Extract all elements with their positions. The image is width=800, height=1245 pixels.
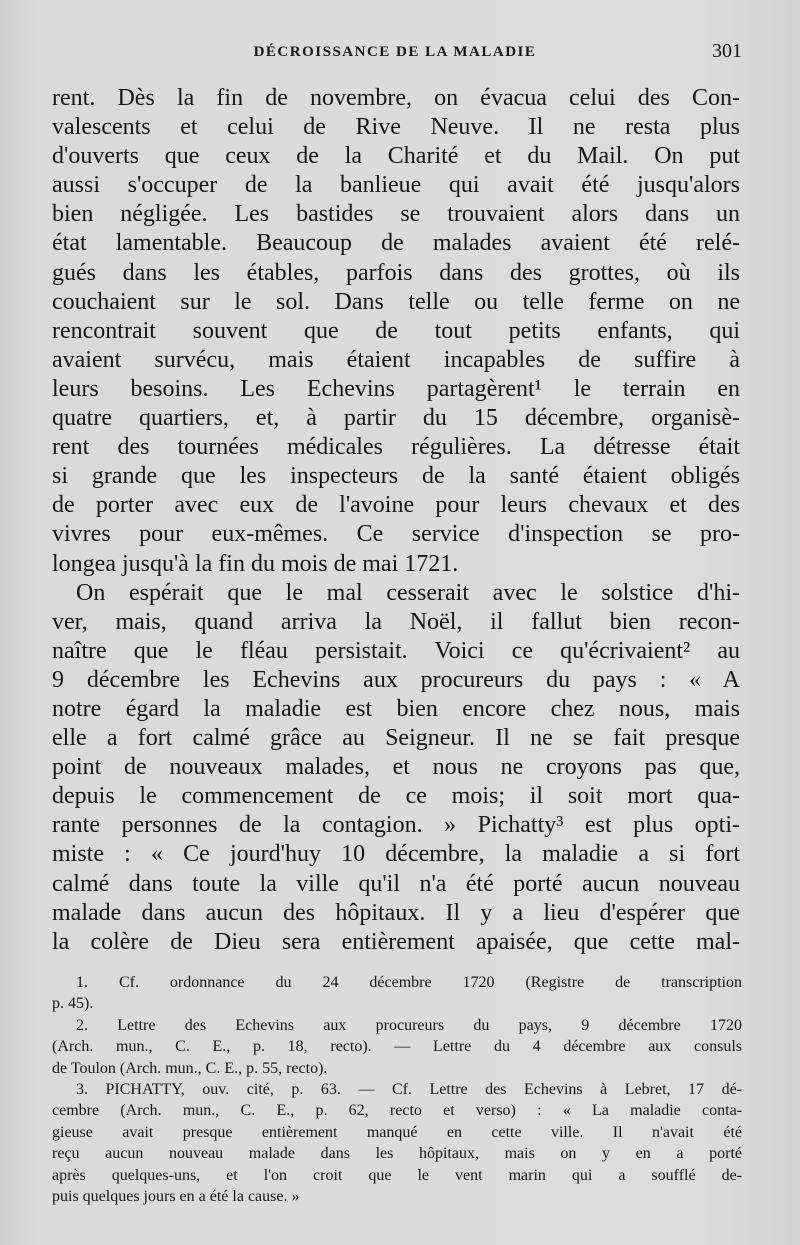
footnote-line: 2. Lettre des Echevins aux procureurs du pays, 9 décembre 1720	[76, 1016, 742, 1034]
text-line: point de nouveaux malades, et nous ne croyons pas que,	[52, 754, 740, 781]
text-line: rante personnes de la contagion. » Pichatty³ est plus opti-	[52, 812, 740, 839]
text-line: rent des tournées médicales régulières. La détresse était	[52, 434, 740, 461]
text-line: longea jusqu'à la fin du mois de mai 1721.	[52, 550, 459, 577]
text-line: naître que le fléau persistait. Voici ce qu'écrivaient² au	[52, 637, 740, 664]
text-line: si grande que les inspecteurs de la santé étaient obligés	[52, 463, 740, 490]
text-line: ver, mais, quand arriva la Noël, il fallut bien recon-	[52, 608, 740, 635]
text-line: gués dans les étables, parfois dans des grottes, où ils	[52, 259, 740, 286]
footnote-line: gieuse avait presque entièrement manqué en cette ville. Il n'avait été	[52, 1123, 742, 1141]
main-text	[52, 84, 740, 957]
footnote-line: après quelques-uns, et l'on croit que le vent marin qui a soufflé de-	[52, 1166, 742, 1184]
text-line: la colère de Dieu sera entièrement apaisée, que cette mal-	[52, 928, 740, 955]
footnote-line: cembre (Arch. mun., C. E., p. 62, recto et verso) : « La maladie conta-	[52, 1102, 742, 1120]
text-line: aussi s'occuper de la banlieue qui avait été jusqu'alors	[52, 172, 740, 199]
text-line: 9 décembre les Echevins aux procureurs du pays : « A	[52, 666, 740, 693]
text-line: malade dans aucun des hôpitaux. Il y a lieu d'espérer que	[52, 899, 740, 926]
footnote-line: puis quelques jours en a été la cause. »	[52, 1187, 300, 1205]
footnote-line: p. 45).	[52, 995, 94, 1013]
footnote-line: 3. PICHATTY, ouv. cité, p. 63. — Cf. Lettre des Echevins à Lebret, 17 dé-	[76, 1080, 742, 1098]
text-line: leurs besoins. Les Echevins partagèrent¹ le terrain en	[52, 375, 740, 402]
text-line: avaient survécu, mais étaient incapables de suffire à	[52, 346, 740, 373]
text-line: rencontrait souvent que de tout petits enfants, qui	[52, 317, 740, 344]
text-line: calmé dans toute la ville qu'il n'a été porté aucun nouveau	[52, 870, 740, 897]
footnote-line: de Toulon (Arch. mun., C. E., p. 55, recto).	[52, 1059, 328, 1077]
text-line: miste : « Ce jourd'huy 10 décembre, la maladie a si fort	[52, 841, 740, 868]
text-line: notre égard la maladie est bien encore chez nous, mais	[52, 695, 740, 722]
text-line: d'ouverts que ceux de la Charité et du Mail. On put	[52, 143, 740, 170]
footnote-line: reçu aucun nouveau malade dans les hôpitaux, mais on y en a porté	[52, 1145, 742, 1163]
text-line: couchaient sur le sol. Dans telle ou telle ferme on ne	[52, 288, 740, 315]
text-line: elle a fort calmé grâce au Seigneur. Il ne se fait presque	[52, 725, 740, 752]
text-line: de porter avec eux de l'avoine pour leurs chevaux et des	[52, 492, 740, 519]
text-line: rent. Dès la fin de novembre, on évacua celui des Con-	[52, 85, 740, 111]
text-line: bien négligée. Les bastides se trouvaient alors dans un	[52, 201, 740, 228]
footnotes	[52, 972, 742, 1207]
text-line: état lamentable. Beaucoup de malades avaient été relé-	[52, 230, 740, 257]
text-line: depuis le commencement de ce mois; il soit mort qua-	[52, 783, 740, 810]
footnote-line: (Arch. mun., C. E., p. 18, recto). — Lettre du 4 décembre aux consuls	[52, 1038, 742, 1056]
footnote-line: 1. Cf. ordonnance du 24 décembre 1720 (Registre de transcription	[76, 974, 742, 991]
text-line: valescents et celui de Rive Neuve. Il ne resta plus	[52, 114, 740, 141]
running-head: DÉCROISSANCE DE LA MALADIE	[253, 44, 537, 60]
text-line: On espérait que le mal cesserait avec le solstice d'hi-	[76, 579, 740, 606]
text-line: vivres pour eux-mêmes. Ce service d'inspection se pro-	[52, 521, 740, 548]
text-line: quatre quartiers, et, à partir du 15 décembre, organisè-	[52, 405, 740, 432]
page-header	[48, 38, 742, 68]
page-number: 301	[712, 40, 742, 62]
